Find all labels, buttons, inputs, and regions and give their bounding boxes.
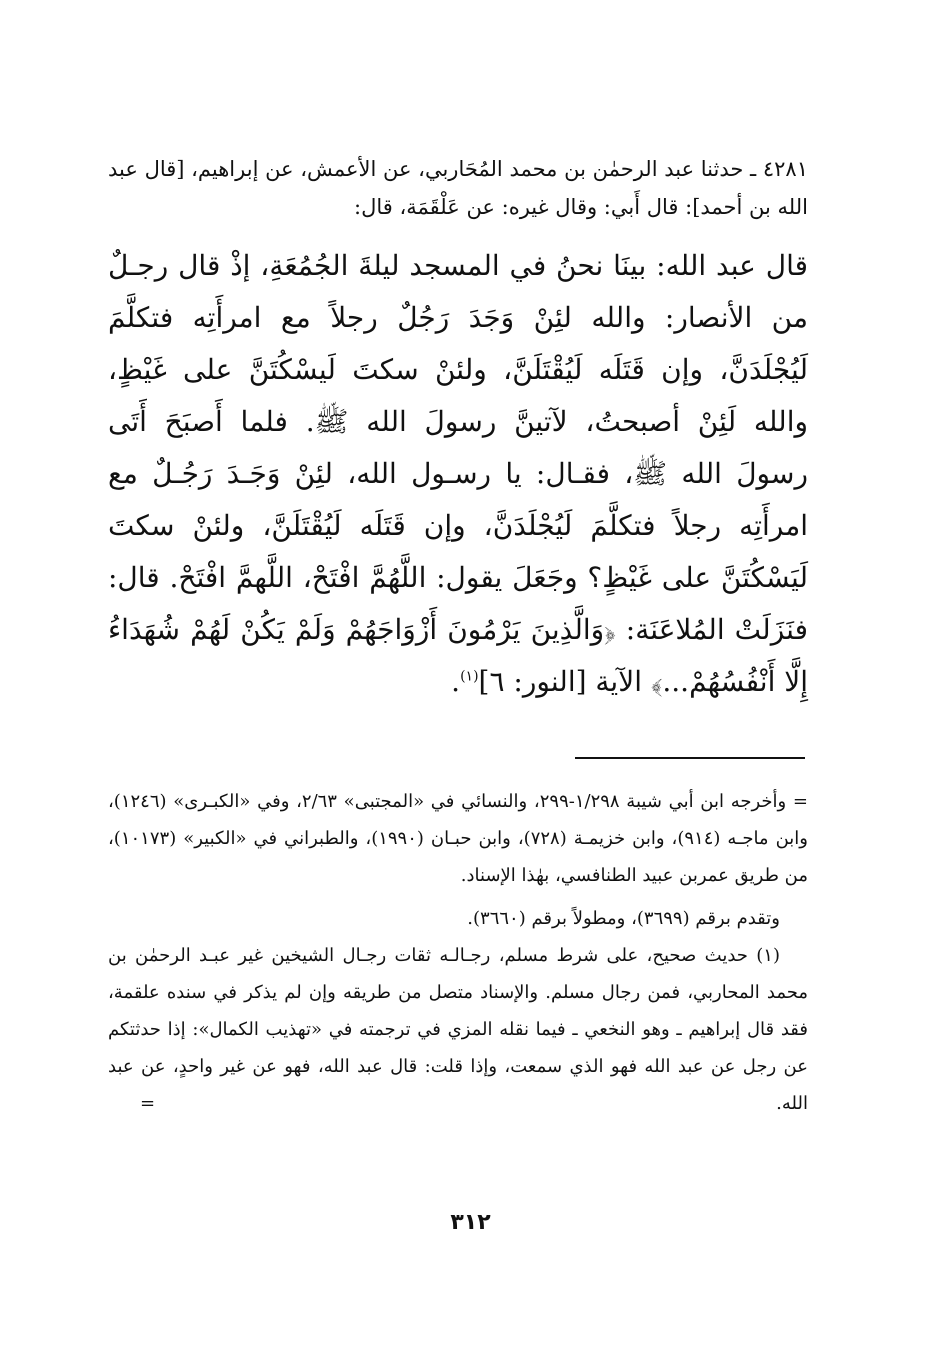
footnote-1 — [108, 937, 808, 1122]
footnote-1-text: (١) حديث صحيح، على شرط مسلم، رجـالـه ثقات رجـال الشيخين غير عبـد الرحمٰن بن محمد المحاربي، فمن رجال مسلم. والإسناد متصل من طريقه وإن لم يذكر في سنده علقمة، فقد قال إبراهيم ـ وهو النخعي ـ فيما نقله المزي في ترجمته في «تهذيب الكمال»: إذا حدثتكم عن رجل عن عبد الله فهو الذي سمعت، وإذا قلت: قال عبد الله، فهو عن غير واحدٍ، عن عبد الله. — [108, 945, 808, 1114]
footnote-cross-reference: وتقدم برقم (٣٦٩٩)، ومطولاً برقم (٣٦٦٠). — [467, 908, 780, 929]
hadith-block — [108, 150, 808, 708]
hadith-matn-end: . — [451, 665, 461, 698]
hadith-isnad: ٤٢٨١ ـ حدثنا عبد الرحمٰن بن محمد المُحَاربي، عن الأعمش، عن إبراهيم، [قال عبد الله بن أحمد]: قال أَبي: وقال غيره: عن عَلْقَمَة، قال: — [108, 157, 808, 219]
footnote-marker: (١) — [460, 668, 479, 685]
footnote-separator — [575, 757, 805, 759]
page-number: ٣١٢ — [450, 1210, 491, 1235]
hadith-matn — [108, 240, 808, 708]
footnotes-block — [108, 783, 808, 1122]
hadith-matn-text: قال عبد الله: بينَا نحنُ في المسجد ليلةَ الجُمُعَةِ، إذْ قال رجـلٌ من الأنصار: والله لئِنْ وَجَدَ رَجُلٌ رجلاً مع امرأَتِه فتكلَّمَ لَيُجْلَدَنَّ، وإن قَتَلَه لَيُقْتَلَنَّ، ولئنْ سكتَ لَيسْكُتَنَّ على غَيْظٍ، والله لَئِنْ أصبحتُ، لآتينَّ رسولَ الله ﷺ. فلما أَصبَحَ أَتَى رسولَ الله ﷺ، فقـال: يا رسـول الله، لئِنْ وَجَـدَ رَجُـلٌ مع امرأَتِه رجلاً فتكلَّمَ لَيُجْلَدَنَّ، وإن قَتَلَه لَيُقْتَلَنَّ، ولئنْ سكتَ لَيَسْكُتَنَّ على غَيْظٍ؟ وجَعَلَ يقول: اللَّهُمَّ افْتَحْ، اللَّهمَّ افْتَحْ. قال: فنَزَلَتْ المُلاعَنَة: ﴿وَالَّذِينَ يَرْمُونَ أَزْوَاجَهُمْ وَلَمْ يَكُنْ لَهُمْ شُهَدَاءُ إِلَّا أَنْفُسُهُمْ...﴾ الآية [النور: ٦] — [108, 249, 808, 698]
footnote-continued: = وأخرجه ابن أبي شيبة ١/٢٩٨-٢٩٩، والنسائي في «المجتبى» ٢/٦٣، وفي «الكبـرى» (١٢٤٦)، وابن ماجـه (٩١٤)، وابن خزيمـة (٧٢٨)، وابن حبـان (١٩٩٠)، والطبراني في «الكبير» (١٠١٧٣)، من طريق عمربن عبيد الطنافسي، بهٰذا الإسناد. — [108, 791, 809, 886]
continuation-mark: = — [140, 1093, 156, 1114]
